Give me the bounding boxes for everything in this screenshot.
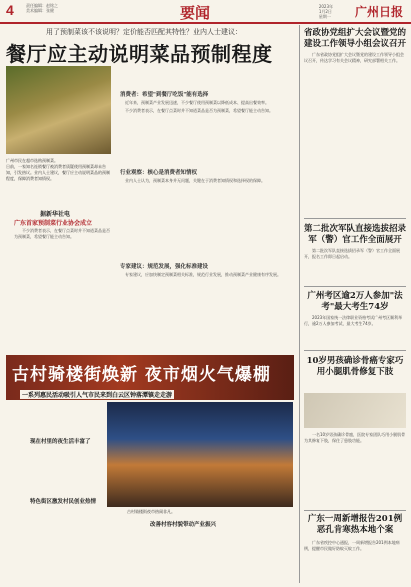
divider [304, 286, 406, 287]
subsection-head: 改善村容村貌带动产业振兴 [150, 522, 217, 528]
story-subhead: 广东首家预制菜行业协会成立 [14, 220, 93, 227]
hospital-photo [304, 393, 406, 428]
body-paragraph: 业内人士认为，预制菜本身并无问题，关键在于消费者知情权和选择权的保障。 [125, 178, 265, 183]
body-column [117, 100, 293, 116]
story-headline: 餐厅应主动说明菜品预制程度 [6, 42, 273, 66]
body-paragraph: 2023年国家统一法律职业资格考试广州考区顺利举行，逾2万人参加考试，最大考生74岁。 [304, 315, 403, 326]
right-body-4 [304, 432, 406, 446]
right-body-3 [304, 315, 406, 329]
body-paragraph: 第二批次军队直接选拔招录军（警）官工作全面展开，报名工作即日起启动。 [304, 248, 400, 259]
right-headline-1: 省政协党组扩大会议暨党的建设工作领导小组会议召开 [304, 28, 407, 49]
page-number: 4 [6, 2, 14, 18]
subsection-head: 特色街区激发村民创业热情 [30, 499, 97, 505]
paper-logo: 广州日报 [354, 5, 403, 19]
night-market-title: 古村骑楼街焕新 夜市烟火气爆棚 [12, 365, 271, 385]
subsection-head: 现在村里的夜生活丰富了 [30, 439, 91, 445]
divider [304, 350, 406, 351]
photo-caption: 广州市民在超市选购预制菜。 [6, 158, 58, 163]
section-label-consumers: 消费者：希望"到餐厅吃饭"能有选择 [120, 92, 209, 98]
editor-credits: 责任编辑：赵铭之 美术编辑：张健 [26, 3, 58, 13]
night-market-subtitle: 一系列惠民活动吸引人气市民来到白云区钟落潭镇走走游 [22, 392, 173, 399]
story-byline: 据新华社电 [40, 211, 71, 218]
body-column [14, 228, 111, 242]
right-headline-3: 广州考区逾2万人参加"法考"最大考生74岁 [307, 291, 403, 312]
section-title: 要闻 [180, 4, 211, 22]
photo-caption: 古村骑楼街夜市热闹非凡。 [127, 509, 175, 514]
masthead [0, 0, 411, 24]
body-column [117, 178, 293, 186]
body-paragraph: 广东省疾控中心通报，一周新增报告201例本地病例，提醒市民做好防蚊灭蚊工作。 [304, 540, 400, 551]
column-divider [299, 25, 300, 583]
right-headline-5: 广东一周新增报告201例恶孔肯寒热本地个案 [307, 514, 403, 535]
divider [304, 218, 406, 219]
body-paragraph: 一名10岁男孩确诊骨癌，医院专家团队巧用小腿肌骨为其修复下肢，保住了患肢功能。 [304, 432, 406, 443]
right-headline-2: 第二批次军队直接选拔招录军（警）官工作全面展开 [304, 224, 407, 245]
divider [304, 510, 406, 511]
body-paragraph: 不少消费者表示，在餐厅点菜时并不知道菜品是否为预制菜，希望餐厅能主动告知。 [14, 228, 110, 239]
right-body-5 [304, 540, 406, 554]
section-label-experts: 专家建议：规范发展，强化标准建设 [120, 264, 209, 270]
body-paragraph: 广东省政协党组扩大会议暨党的建设工作领导小组会议召开，传达学习有关会议精神，研究部署相关工作。 [304, 52, 404, 63]
body-column [117, 272, 293, 280]
body-paragraph: 近年来，预制菜产业发展迅速，不少餐厅使用预制菜以降低成本、提高出餐效率。 [125, 100, 269, 105]
story-kicker: 用了预制菜该不该说明？定价能否匹配其特性？业内人士建议： [46, 28, 242, 36]
prepared-food-photo [6, 66, 111, 163]
right-headline-4: 10岁男孩确诊骨癌专家巧用小腿肌骨修复下肢 [306, 356, 404, 377]
issue-date: 2023年 1月2日 星期一 [318, 4, 333, 19]
section-label-industry: 行业观察：核心是消费者知情权 [120, 170, 198, 176]
night-market-photo [107, 402, 293, 514]
body-paragraph: 专家建议，应加快制定预制菜相关标准，规范行业发展，推动预制菜产业健康有序发展。 [125, 272, 281, 277]
body-paragraph: 不少消费者表示，在餐厅点菜时并不知道菜品是否为预制菜，希望餐厅能主动告知。 [125, 108, 273, 113]
story-summary: 日前，一家知名连锁餐厅被消费者质疑使用预制菜却未告知，引发热议。业内人士建议，餐厅应主动说明菜品的预制程度，保障消费者知情权。 [6, 164, 110, 181]
right-body-2 [304, 248, 406, 262]
right-body-1 [304, 52, 406, 66]
